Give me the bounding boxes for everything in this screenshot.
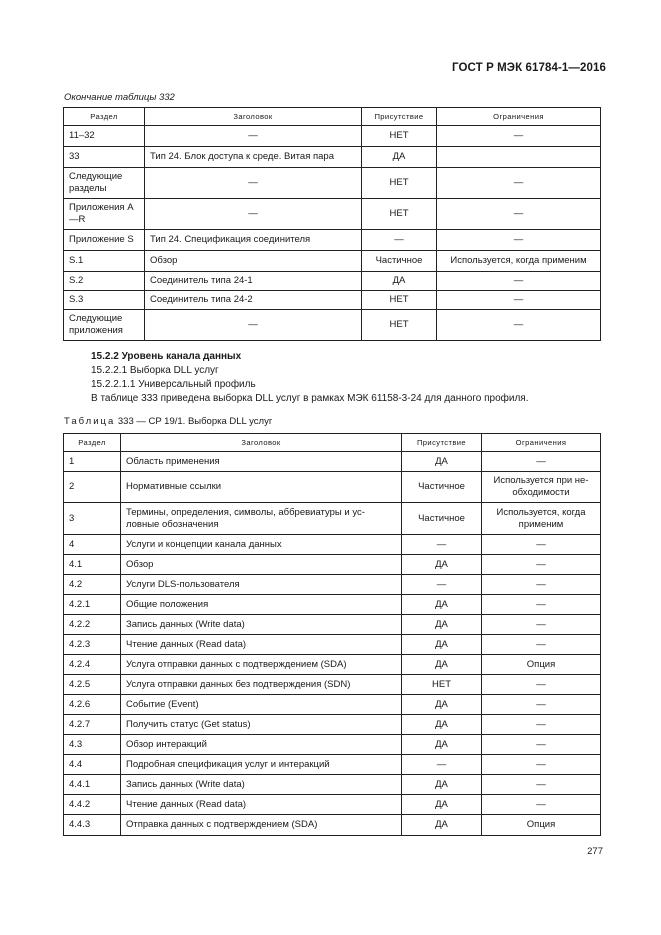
cell-restrictions: — xyxy=(482,675,601,695)
table-row xyxy=(64,199,601,230)
table-row xyxy=(64,675,601,695)
table-row xyxy=(64,535,601,555)
table-row xyxy=(64,168,601,199)
cell-restrictions: Используется, когда применим xyxy=(437,251,601,272)
cell-section: 4 xyxy=(64,535,121,555)
cell-presence: — xyxy=(402,575,482,595)
cell-title: Событие (Event) xyxy=(121,695,402,715)
cell-presence: ДА xyxy=(362,272,437,291)
cell-title: Чтение данных (Read data) xyxy=(121,635,402,655)
column-header-presence: Присутствие xyxy=(402,434,482,452)
cell-restrictions: Опция xyxy=(482,815,601,836)
cell-presence: — xyxy=(402,755,482,775)
cell-presence: НЕТ xyxy=(362,291,437,310)
cell-title: Запись данных (Write data) xyxy=(121,615,402,635)
table-333-caption xyxy=(64,416,272,427)
cell-restrictions: — xyxy=(437,168,601,199)
table-row xyxy=(64,147,601,168)
table-row xyxy=(64,310,601,341)
cell-title: Нормативные ссылки xyxy=(121,472,402,503)
table-333-body xyxy=(64,452,601,836)
table-row xyxy=(64,555,601,575)
table-row xyxy=(64,735,601,755)
cell-presence: НЕТ xyxy=(362,168,437,199)
cell-presence: ДА xyxy=(362,147,437,168)
table-row xyxy=(64,503,601,535)
cell-title: Термины, определения, символы, аббревиатуры и ус-ловные обозначения xyxy=(121,503,402,535)
cell-presence: ДА xyxy=(402,452,482,472)
cell-title: — xyxy=(145,168,362,199)
table-row xyxy=(64,472,601,503)
cell-title: Услуги и концепции канала данных xyxy=(121,535,402,555)
cell-presence: НЕТ xyxy=(362,126,437,147)
cell-section: 4.2.4 xyxy=(64,655,121,675)
column-header-section: Раздел xyxy=(64,434,121,452)
cell-presence: ДА xyxy=(402,615,482,635)
cell-restrictions: — xyxy=(482,575,601,595)
cell-presence: ДА xyxy=(402,555,482,575)
cell-section: 4.2.1 xyxy=(64,595,121,615)
column-header-restrictions: Ограничения xyxy=(437,108,601,126)
cell-restrictions: Опция xyxy=(482,655,601,675)
cell-restrictions: — xyxy=(437,310,601,341)
cell-restrictions: — xyxy=(482,555,601,575)
cell-section: S.1 xyxy=(64,251,145,272)
cell-title: Общие положения xyxy=(121,595,402,615)
cell-section: 4.1 xyxy=(64,555,121,575)
cell-section: 4.2.7 xyxy=(64,715,121,735)
cell-presence: ДА xyxy=(402,695,482,715)
cell-restrictions: — xyxy=(482,695,601,715)
table-row xyxy=(64,695,601,715)
cell-section: 4.3 xyxy=(64,735,121,755)
table-row xyxy=(64,126,601,147)
cell-restrictions: — xyxy=(482,755,601,775)
cell-section: 4.4.3 xyxy=(64,815,121,836)
cell-restrictions: — xyxy=(437,272,601,291)
caption-label: Таблица xyxy=(64,416,116,427)
cell-title: Услуга отправки данных с подтверждением (SDA) xyxy=(121,655,402,675)
cell-restrictions: Используется, когда применим xyxy=(482,503,601,535)
table-row xyxy=(64,755,601,775)
table-row xyxy=(64,251,601,272)
table-row xyxy=(64,615,601,635)
cell-section: 3 xyxy=(64,503,121,535)
cell-restrictions: — xyxy=(437,230,601,251)
cell-title: Подробная спецификация услуг и интеракций xyxy=(121,755,402,775)
table-header-row xyxy=(64,434,601,452)
table-row xyxy=(64,655,601,675)
cell-restrictions xyxy=(437,147,601,168)
cell-section: 4.2 xyxy=(64,575,121,595)
cell-title: Обзор интеракций xyxy=(121,735,402,755)
table-row xyxy=(64,452,601,472)
cell-restrictions: — xyxy=(482,775,601,795)
subsection-title: 15.2.2.1 Выборка DLL услуг xyxy=(91,365,219,376)
cell-presence: НЕТ xyxy=(402,675,482,695)
cell-section: 4.2.6 xyxy=(64,695,121,715)
table-header-row xyxy=(64,108,601,126)
cell-section: 4.4.1 xyxy=(64,775,121,795)
cell-title: Отправка данных с подтверждением (SDA) xyxy=(121,815,402,836)
cell-section: 4.2.5 xyxy=(64,675,121,695)
cell-section: S.3 xyxy=(64,291,145,310)
cell-restrictions: — xyxy=(482,715,601,735)
cell-section: 33 xyxy=(64,147,145,168)
cell-presence: ДА xyxy=(402,815,482,836)
table-row xyxy=(64,595,601,615)
cell-restrictions: — xyxy=(482,452,601,472)
cell-section: 4.4.2 xyxy=(64,795,121,815)
cell-title: Обзор xyxy=(121,555,402,575)
cell-presence: ДА xyxy=(402,735,482,755)
cell-presence: НЕТ xyxy=(362,310,437,341)
cell-presence: ДА xyxy=(402,715,482,735)
cell-title: Соединитель типа 24-1 xyxy=(145,272,362,291)
cell-section: Приложения A—R xyxy=(64,199,145,230)
cell-section: 4.2.2 xyxy=(64,615,121,635)
cell-title: Получить статус (Get status) xyxy=(121,715,402,735)
cell-title: Обзор xyxy=(145,251,362,272)
cell-title: Соединитель типа 24-2 xyxy=(145,291,362,310)
cell-title: Область применения xyxy=(121,452,402,472)
column-header-section: Раздел xyxy=(64,108,145,126)
table-row xyxy=(64,775,601,795)
cell-title: Тип 24. Блок доступа к среде. Витая пара xyxy=(145,147,362,168)
subsubsection-title: 15.2.2.1.1 Универсальный профиль xyxy=(91,379,256,390)
table-332 xyxy=(63,107,601,341)
cell-title: Услуги DLS-пользователя xyxy=(121,575,402,595)
cell-section: Следующие разделы xyxy=(64,168,145,199)
table-row xyxy=(64,230,601,251)
cell-restrictions: — xyxy=(437,199,601,230)
cell-presence: Частичное xyxy=(362,251,437,272)
table-row xyxy=(64,272,601,291)
cell-title: Запись данных (Write data) xyxy=(121,775,402,795)
body-paragraph: В таблице 333 приведена выборка DLL услуг в рамках МЭК 61158-3-24 для данного профиля. xyxy=(91,393,529,404)
cell-section: 1 xyxy=(64,452,121,472)
cell-title: — xyxy=(145,126,362,147)
cell-restrictions: — xyxy=(482,795,601,815)
cell-presence: ДА xyxy=(402,595,482,615)
cell-presence: ДА xyxy=(402,795,482,815)
table-row xyxy=(64,815,601,836)
cell-presence: НЕТ xyxy=(362,199,437,230)
cell-presence: Частичное xyxy=(402,503,482,535)
cell-restrictions: — xyxy=(482,595,601,615)
cell-restrictions: — xyxy=(437,126,601,147)
column-header-title: Заголовок xyxy=(145,108,362,126)
cell-presence: — xyxy=(402,535,482,555)
cell-title: — xyxy=(145,310,362,341)
cell-restrictions: — xyxy=(482,635,601,655)
cell-restrictions: — xyxy=(482,615,601,635)
cell-restrictions: — xyxy=(482,735,601,755)
table-333 xyxy=(63,433,601,836)
cell-title: Услуга отправки данных без подтверждения (SDN) xyxy=(121,675,402,695)
standard-header: ГОСТ Р МЭК 61784-1—2016 xyxy=(452,62,606,74)
section-heading: 15.2.2 Уровень канала данных xyxy=(91,351,242,362)
cell-restrictions: — xyxy=(482,535,601,555)
cell-restrictions: Используется при не-обходимости xyxy=(482,472,601,503)
table-row xyxy=(64,715,601,735)
cell-title: — xyxy=(145,199,362,230)
cell-presence: ДА xyxy=(402,635,482,655)
column-header-title: Заголовок xyxy=(121,434,402,452)
column-header-restrictions: Ограничения xyxy=(482,434,601,452)
cell-section: Приложение S xyxy=(64,230,145,251)
cell-presence: ДА xyxy=(402,655,482,675)
cell-section: Следующие приложения xyxy=(64,310,145,341)
table-row xyxy=(64,575,601,595)
cell-title: Тип 24. Спецификация соединителя xyxy=(145,230,362,251)
table-332-caption: Окончание таблицы 332 xyxy=(64,92,175,103)
cell-section: 11–32 xyxy=(64,126,145,147)
cell-title: Чтение данных (Read data) xyxy=(121,795,402,815)
cell-presence: ДА xyxy=(402,775,482,795)
cell-section: 4.4 xyxy=(64,755,121,775)
table-row xyxy=(64,291,601,310)
column-header-presence: Присутствие xyxy=(362,108,437,126)
cell-section: S.2 xyxy=(64,272,145,291)
cell-section: 2 xyxy=(64,472,121,503)
caption-text: 333 — CP 19/1. Выборка DLL услуг xyxy=(117,416,273,427)
cell-restrictions: — xyxy=(437,291,601,310)
page-number: 277 xyxy=(587,846,603,857)
table-row xyxy=(64,795,601,815)
cell-section: 4.2.3 xyxy=(64,635,121,655)
cell-presence: — xyxy=(362,230,437,251)
cell-presence: Частичное xyxy=(402,472,482,503)
table-row xyxy=(64,635,601,655)
